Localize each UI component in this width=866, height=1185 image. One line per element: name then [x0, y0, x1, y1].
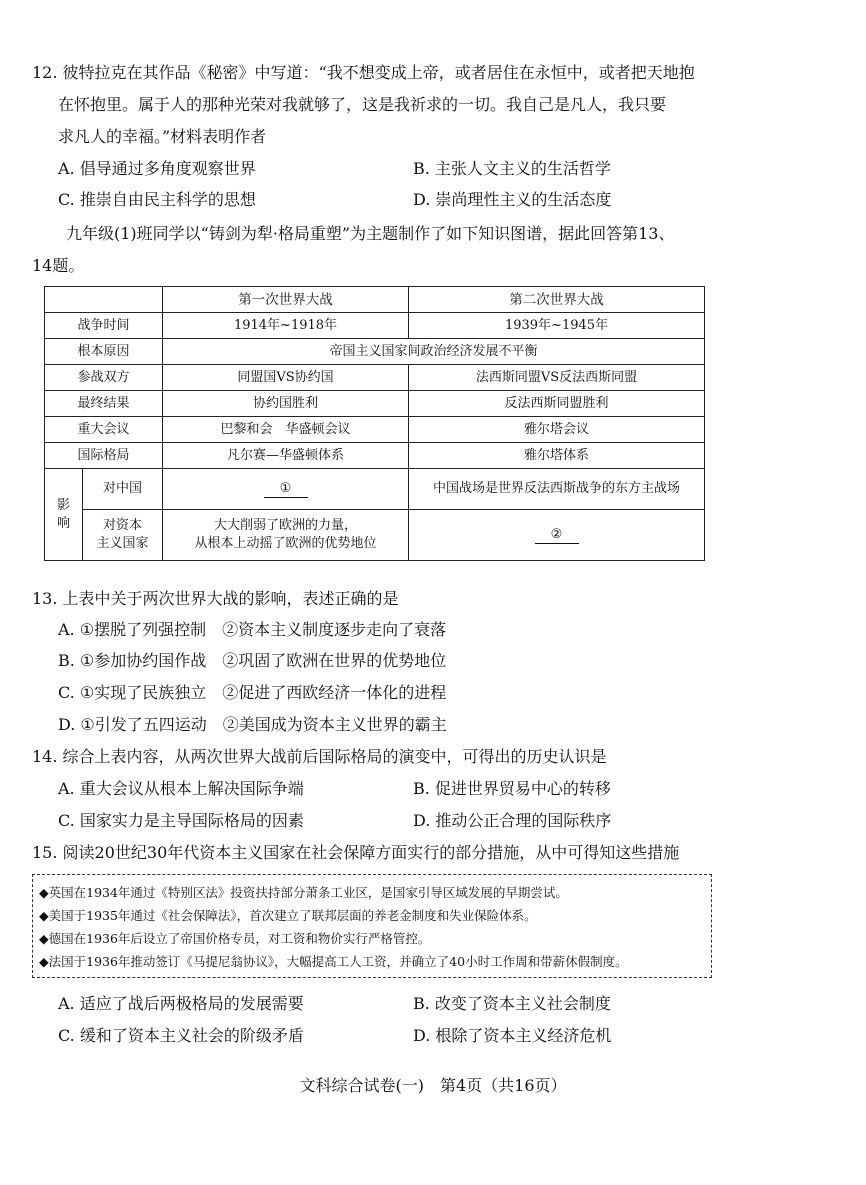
- ww-comparison-table: [44, 286, 705, 561]
- q13-stem: 13. 上表中关于两次世界大战的影响，表述正确的是: [32, 589, 399, 608]
- q12-option-b: B. 主张人文主义的生活哲学: [413, 159, 611, 178]
- table-row: [45, 365, 705, 391]
- measure-item: ◆德国在1936年后设立了帝国价格专员，对工资和物价实行严格管控。: [39, 931, 431, 946]
- cell-ww2: 雅尔塔会议: [409, 417, 705, 443]
- table-row: [45, 391, 705, 417]
- cell-ww1: 同盟国VS协约国: [163, 365, 409, 391]
- china-ww1-cell: [163, 469, 409, 510]
- cell-ww1: 凡尔赛—华盛顿体系: [163, 443, 409, 469]
- blank-2: ②: [535, 527, 579, 544]
- measure-item: ◆英国在1934年通过《特别区法》投资扶持部分萧条工业区，是国家引导区域发展的早期尝试。: [39, 885, 568, 900]
- q12-stem-line-1: 12. 彼特拉克在其作品《秘密》中写道：“我不想变成上帝，或者居住在永恒中，或者把天地抱: [32, 63, 695, 82]
- capitalist-ww1-cell: [163, 510, 409, 561]
- table-row-impact-capitalist: [45, 510, 705, 561]
- q14-option-a: A. 重大会议从根本上解决国际争端: [58, 779, 304, 798]
- impact-label: [45, 469, 83, 561]
- capitalist-ww1-line-2: 从根本上动摇了欧洲的优势地位: [194, 536, 377, 551]
- cell-ww1: 1914年~1918年: [163, 313, 409, 339]
- q13-option-d: D. ①引发了五四运动 ②美国成为资本主义世界的霸主: [58, 715, 447, 734]
- row-label: 战争时间: [45, 313, 163, 339]
- q14-option-b: B. 促进世界贸易中心的转移: [413, 779, 611, 798]
- q12-stem-line-3: 求凡人的幸福。”材料表明作者: [58, 127, 267, 146]
- q14-option-d: D. 推动公正合理的国际秩序: [413, 811, 612, 830]
- cell-ww1: 协约国胜利: [163, 391, 409, 417]
- q12-option-d: D. 崇尚理性主义的生活态度: [413, 190, 612, 209]
- capitalist-ww1-line-1: 大大削弱了欧洲的力量，: [213, 518, 357, 533]
- table-row-impact-china: [45, 469, 705, 510]
- header-ww2: 第二次世界大战: [409, 287, 705, 313]
- row-label: 国际格局: [45, 443, 163, 469]
- capitalist-ww2-cell: [409, 510, 705, 561]
- row-label: 重大会议: [45, 417, 163, 443]
- q13-option-c: C. ①实现了民族独立 ②促进了西欧经济一体化的进程: [58, 683, 447, 702]
- table-row: [45, 417, 705, 443]
- table-row: [45, 443, 705, 469]
- header-ww1: 第一次世界大战: [163, 287, 409, 313]
- cell-merged: 帝国主义国家间政治经济发展不平衡: [163, 339, 705, 365]
- q15-option-c: C. 缓和了资本主义社会的阶级矛盾: [58, 1026, 304, 1045]
- q14-stem: 14. 综合上表内容，从两次世界大战前后国际格局的演变中，可得出的历史认识是: [32, 747, 607, 766]
- measure-item: ◆美国于1935年通过《社会保障法》，首次建立了联邦层面的养老金制度和失业保险体系。: [39, 908, 537, 923]
- table-header-row: [45, 287, 705, 313]
- cell-ww2: 雅尔塔体系: [409, 443, 705, 469]
- cell-ww1: 巴黎和会 华盛顿会议: [163, 417, 409, 443]
- q13-option-b: B. ①参加协约国作战 ②巩固了欧洲在世界的优势地位: [58, 651, 447, 670]
- row-label: 根本原因: [45, 339, 163, 365]
- page-footer: 文科综合试卷(一) 第4页（共16页）: [299, 1076, 567, 1095]
- blank-1: ①: [264, 481, 308, 498]
- capitalist-label-line-2: 主义国家: [96, 536, 149, 551]
- impact-label-char-2: 响: [56, 515, 70, 531]
- q15-option-a: A. 适应了战后两极格局的发展需要: [58, 994, 304, 1013]
- intro-line-2: 14题。: [32, 256, 85, 275]
- capitalist-label-line-1: 对资本: [102, 518, 142, 533]
- table-corner-cell: [45, 287, 163, 313]
- cell-ww2: 1939年~1945年: [409, 313, 705, 339]
- q13-option-a: A. ①摆脱了列强控制 ②资本主义制度逐步走向了衰落: [58, 620, 447, 639]
- china-label: 对中国: [83, 469, 163, 510]
- intro-line-1: 九年级(1)班同学以“铸剑为犁·格局重塑”为主题制作了如下知识图谱，据此回答第13、: [66, 224, 675, 243]
- capitalist-label: [83, 510, 163, 561]
- q12-option-c: C. 推崇自由民主科学的思想: [58, 190, 256, 209]
- table-row: [45, 313, 705, 339]
- cell-ww2: 反法西斯同盟胜利: [409, 391, 705, 417]
- q15-stem: 15. 阅读20世纪30年代资本主义国家在社会保障方面实行的部分措施，从中可得知这些措施: [32, 843, 680, 862]
- q15-option-b: B. 改变了资本主义社会制度: [413, 994, 611, 1013]
- china-ww2-cell: 中国战场是世界反法西斯战争的东方主战场: [409, 469, 705, 510]
- q14-option-c: C. 国家实力是主导国际格局的因素: [58, 811, 304, 830]
- q15-option-d: D. 根除了资本主义经济危机: [413, 1026, 612, 1045]
- measure-item: ◆法国于1936年推动签订《马提尼翁协议》，大幅提高工人工资，并确立了40小时工作周和带薪休假制度。: [39, 954, 628, 969]
- q12-option-a: A. 倡导通过多角度观察世界: [58, 159, 256, 178]
- row-label: 参战双方: [45, 365, 163, 391]
- table-row: [45, 339, 705, 365]
- q12-stem-line-2: 在怀抱里。属于人的那种光荣对我就够了，这是我祈求的一切。我自己是凡人，我只要: [58, 95, 667, 114]
- impact-label-char-1: 影: [56, 497, 70, 513]
- cell-ww2: 法西斯同盟VS反法西斯同盟: [409, 365, 705, 391]
- q15-measures-box: [32, 874, 712, 978]
- row-label: 最终结果: [45, 391, 163, 417]
